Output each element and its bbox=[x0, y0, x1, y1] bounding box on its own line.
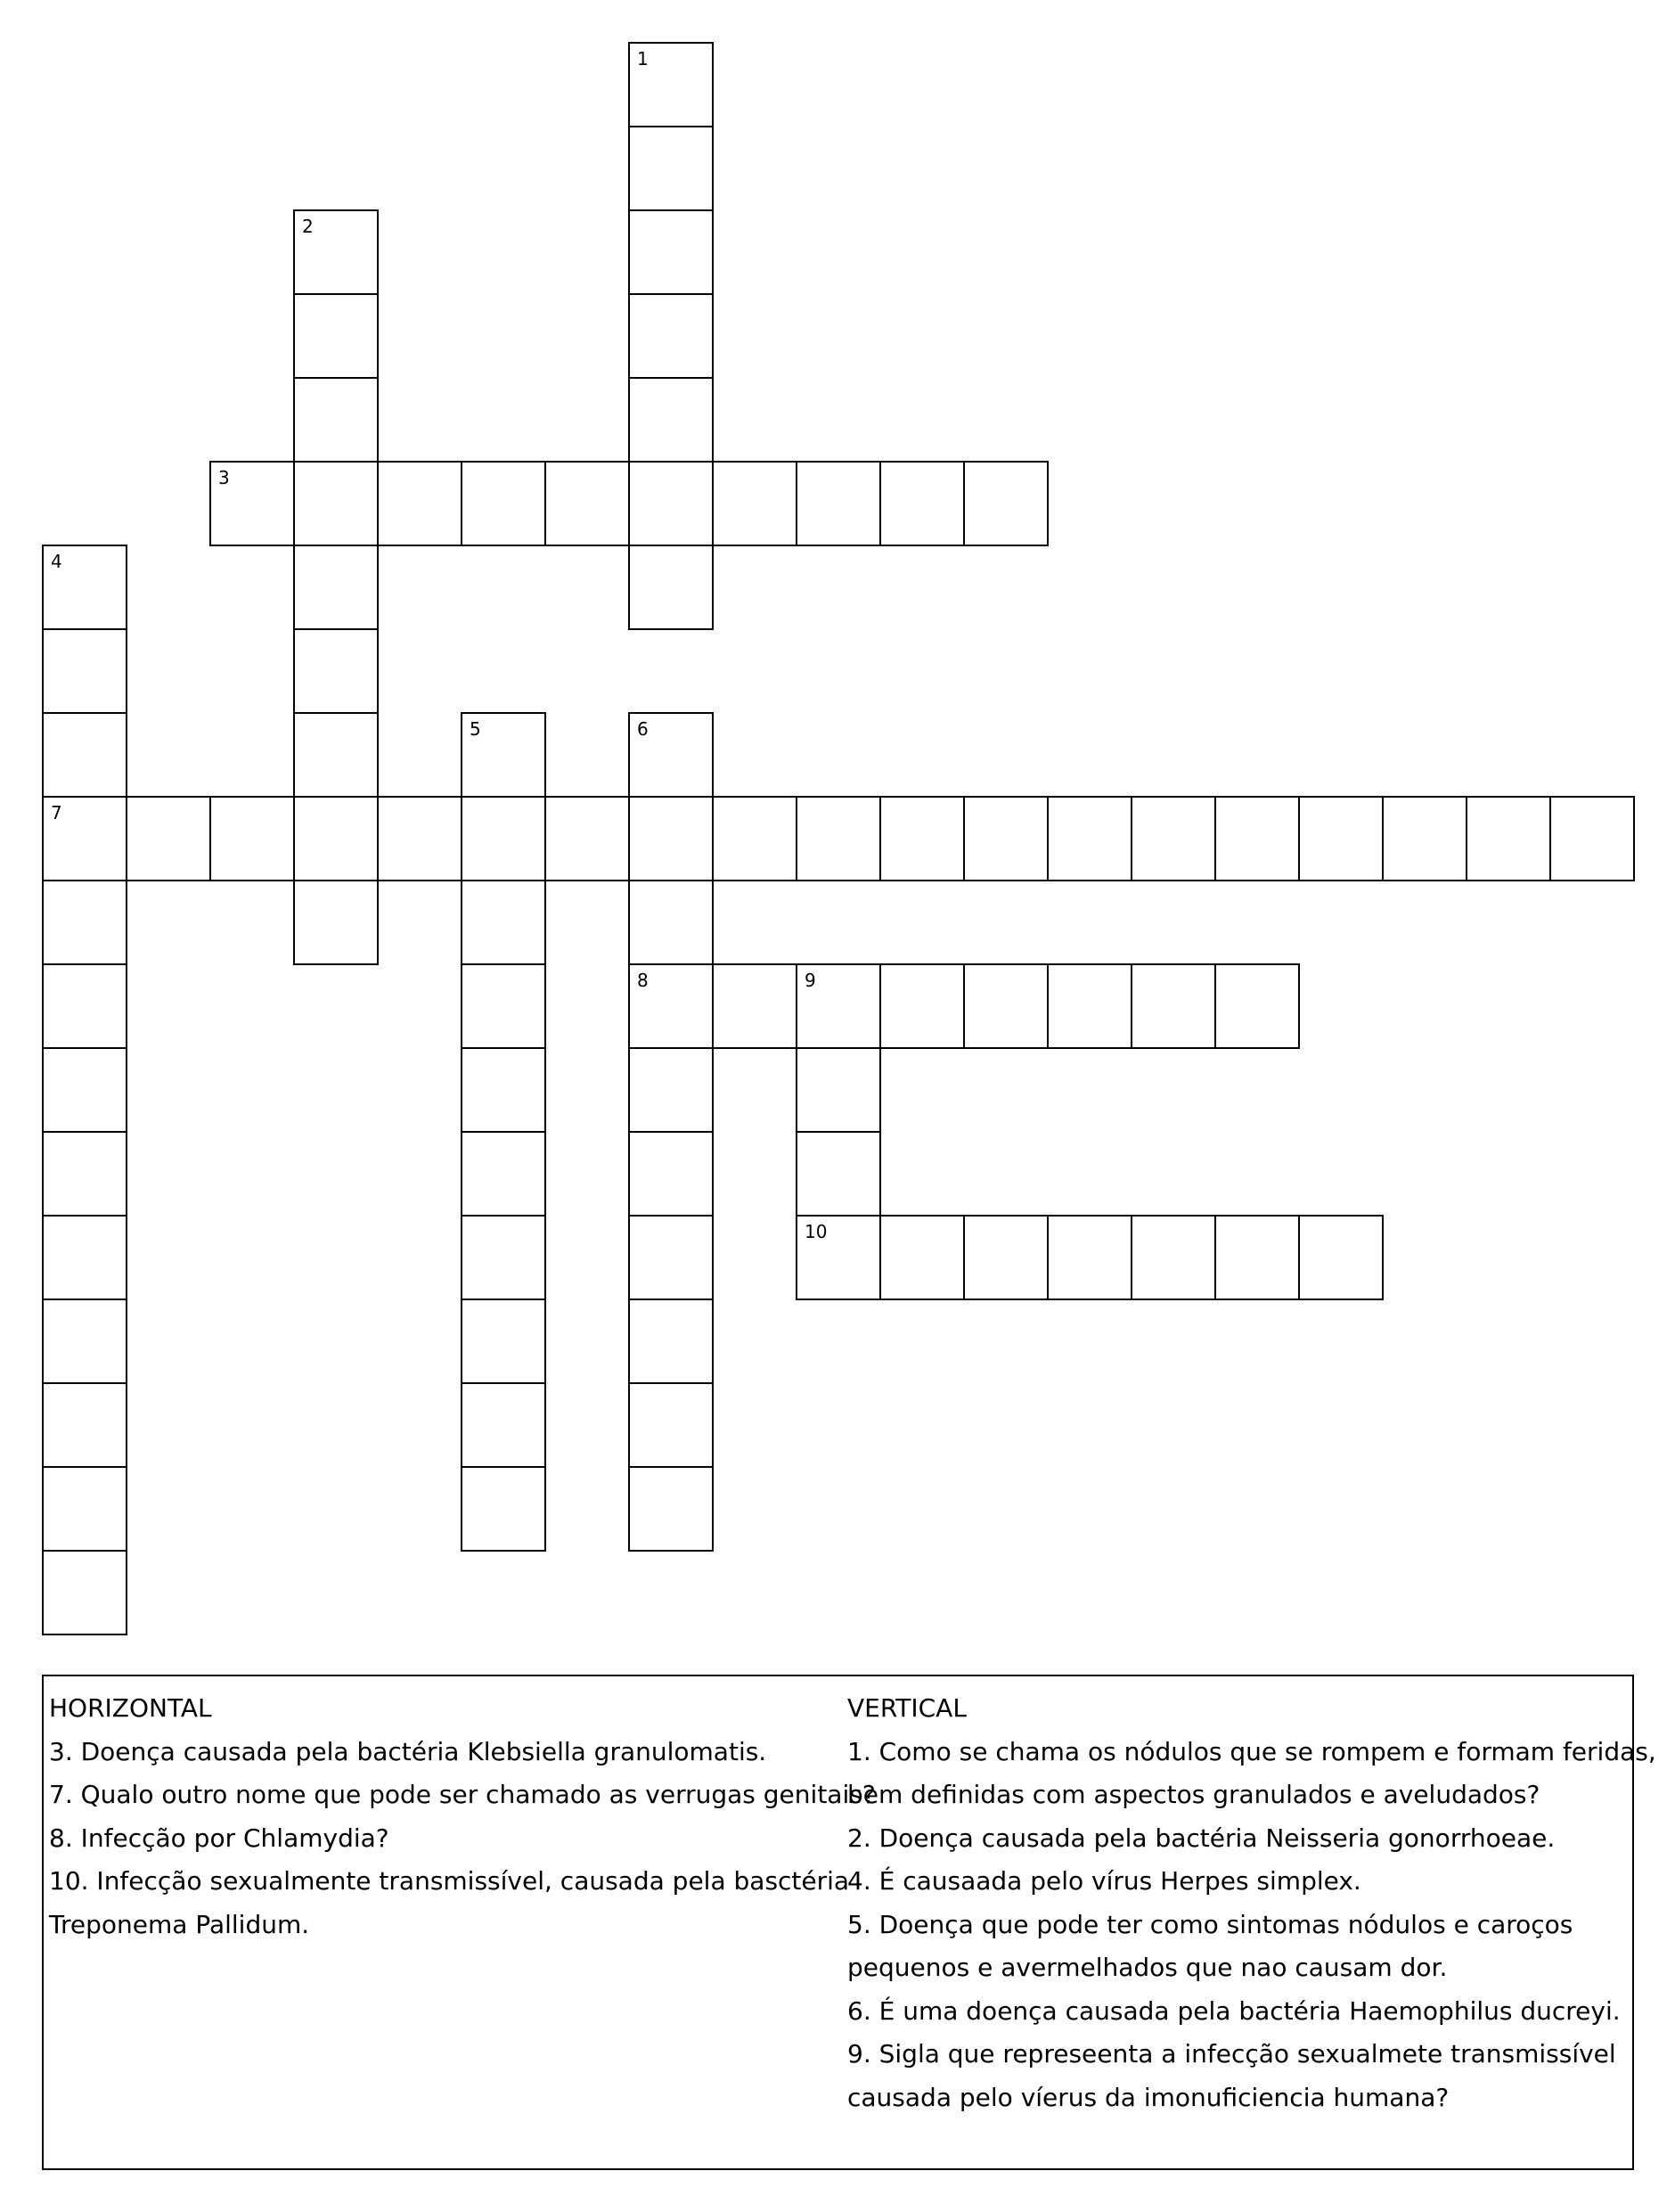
crossword-cell[interactable] bbox=[42, 1047, 127, 1133]
crossword-cell[interactable] bbox=[628, 42, 714, 127]
crossword-cell[interactable] bbox=[293, 628, 379, 714]
crossword-cell[interactable] bbox=[42, 712, 127, 798]
vertical-clue-line: 6. É uma doença causada pela bactéria Haemophilus ducreyi. bbox=[847, 1995, 1621, 2026]
crossword-cell[interactable] bbox=[1214, 1215, 1300, 1300]
crossword-cell[interactable] bbox=[461, 1299, 546, 1384]
crossword-cell[interactable] bbox=[879, 461, 965, 546]
horizontal-clue-line: 3. Doença causada pela bactéria Klebsiella granulomatis. bbox=[49, 1736, 767, 1766]
crossword-cell[interactable] bbox=[461, 1047, 546, 1133]
crossword-cell[interactable] bbox=[461, 1131, 546, 1217]
horizontal-clue-line: Treponema Pallidum. bbox=[49, 1909, 310, 1939]
vertical-clue-line: 4. É causaada pelo vírus Herpes simplex. bbox=[847, 1866, 1361, 1896]
crossword-cell[interactable] bbox=[1298, 1215, 1384, 1300]
crossword-cell[interactable] bbox=[293, 209, 379, 295]
vertical-clue-line: causada pelo víerus da imonuficiencia humana? bbox=[847, 2082, 1450, 2112]
crossword-cell[interactable] bbox=[42, 963, 127, 1049]
crossword-cell[interactable] bbox=[712, 796, 797, 881]
crossword-cell[interactable] bbox=[293, 545, 379, 630]
crossword-cell[interactable] bbox=[293, 377, 379, 463]
crossword-cell[interactable] bbox=[377, 796, 462, 881]
crossword-cell[interactable] bbox=[126, 796, 211, 881]
crossword-cell[interactable] bbox=[796, 1047, 881, 1133]
crossword-cell[interactable] bbox=[879, 796, 965, 881]
crossword-cell[interactable] bbox=[1131, 963, 1216, 1049]
clue-number: 9 bbox=[805, 970, 816, 991]
crossword-cell[interactable] bbox=[963, 1215, 1049, 1300]
crossword-cell[interactable] bbox=[879, 1215, 965, 1300]
horizontal-clue-line: 10. Infecção sexualmente transmissível, causada pela basctéria bbox=[49, 1866, 850, 1896]
crossword-cell[interactable] bbox=[628, 1466, 714, 1552]
crossword-cell[interactable] bbox=[963, 963, 1049, 1049]
crossword-cell[interactable] bbox=[628, 796, 714, 881]
crossword-cell[interactable] bbox=[1466, 796, 1551, 881]
crossword-cell[interactable] bbox=[461, 461, 546, 546]
crossword-cell[interactable] bbox=[1214, 796, 1300, 881]
crossword-cell[interactable] bbox=[1298, 796, 1384, 881]
crossword-cell[interactable] bbox=[42, 628, 127, 714]
crossword-cell[interactable] bbox=[293, 293, 379, 379]
clue-number: 10 bbox=[805, 1221, 828, 1242]
crossword-cell[interactable] bbox=[712, 461, 797, 546]
clue-number: 1 bbox=[637, 48, 649, 70]
clue-number: 6 bbox=[637, 718, 649, 740]
crossword-cell[interactable] bbox=[796, 796, 881, 881]
vertical-clues bbox=[847, 1687, 1656, 2119]
clue-number: 4 bbox=[51, 551, 62, 572]
crossword-cell[interactable] bbox=[544, 796, 630, 881]
crossword-cell[interactable] bbox=[1131, 1215, 1216, 1300]
crossword-cell[interactable] bbox=[628, 377, 714, 463]
crossword-cell[interactable] bbox=[42, 880, 127, 965]
crossword-cell[interactable] bbox=[42, 1382, 127, 1468]
crossword-cell[interactable] bbox=[1047, 1215, 1132, 1300]
crossword-cell[interactable] bbox=[544, 461, 630, 546]
crossword-cell[interactable] bbox=[628, 1215, 714, 1300]
crossword-cell[interactable] bbox=[963, 461, 1049, 546]
horizontal-clue-line: 8. Infecção por Chlamydia? bbox=[49, 1823, 389, 1853]
clue-number: 8 bbox=[637, 970, 649, 991]
vertical-clue-line: pequenos e avermelhados que nao causam dor. bbox=[847, 1953, 1448, 1982]
vertical-heading: VERTICAL bbox=[847, 1693, 967, 1723]
clue-box bbox=[42, 1675, 1656, 2170]
crossword-cell[interactable] bbox=[796, 1215, 881, 1300]
clue-number: 2 bbox=[302, 216, 314, 237]
crossword-cell[interactable] bbox=[1382, 796, 1467, 881]
crossword-cell[interactable] bbox=[628, 1047, 714, 1133]
crossword-cell[interactable] bbox=[377, 461, 462, 546]
crossword-cell[interactable] bbox=[628, 963, 714, 1049]
crossword-cell[interactable] bbox=[293, 461, 379, 546]
horizontal-clues bbox=[49, 1687, 876, 1946]
crossword-cell[interactable] bbox=[293, 880, 379, 965]
crossword-cell[interactable] bbox=[209, 796, 295, 881]
crossword-cell[interactable] bbox=[796, 1131, 881, 1217]
clue-number: 3 bbox=[218, 467, 230, 488]
crossword-cell[interactable] bbox=[461, 880, 546, 965]
vertical-clue-line: 1. Como se chama os nódulos que se rompem e formam feridas, bbox=[847, 1736, 1656, 1766]
crossword-cell[interactable] bbox=[628, 461, 714, 546]
clue-number: 7 bbox=[51, 802, 62, 823]
vertical-clue-line: bem definidas com aspectos granulados e aveludados? bbox=[847, 1780, 1540, 1809]
crossword-cell[interactable] bbox=[628, 126, 714, 211]
crossword-cell[interactable] bbox=[42, 1215, 127, 1300]
vertical-clue-line: 5. Doença que pode ter como sintomas nódulos e caroços bbox=[847, 1909, 1573, 1939]
crossword-cell[interactable] bbox=[461, 1215, 546, 1300]
crossword-cell[interactable] bbox=[796, 461, 881, 546]
crossword-cell[interactable] bbox=[42, 1131, 127, 1217]
crossword-cell[interactable] bbox=[461, 1382, 546, 1468]
crossword-cell[interactable] bbox=[42, 1299, 127, 1384]
crossword-cell[interactable] bbox=[628, 293, 714, 379]
crossword-cell[interactable] bbox=[712, 963, 797, 1049]
horizontal-clue-line: 7. Qualo outro nome que pode ser chamado as verrugas genitais? bbox=[49, 1780, 876, 1809]
crossword-cell[interactable] bbox=[1047, 796, 1132, 881]
crossword-cell[interactable] bbox=[628, 1299, 714, 1384]
crossword-cell[interactable] bbox=[628, 1131, 714, 1217]
crossword-cell[interactable] bbox=[42, 1466, 127, 1552]
crossword-cell[interactable] bbox=[461, 796, 546, 881]
crossword-cell[interactable] bbox=[293, 712, 379, 798]
crossword-cell[interactable] bbox=[628, 209, 714, 295]
crossword-cell[interactable] bbox=[1214, 963, 1300, 1049]
crossword-cell[interactable] bbox=[42, 545, 127, 630]
crossword-cell[interactable] bbox=[628, 880, 714, 965]
crossword-cell[interactable] bbox=[42, 1550, 127, 1635]
crossword-cell[interactable] bbox=[293, 796, 379, 881]
clue-number: 5 bbox=[470, 718, 481, 740]
crossword-cell[interactable] bbox=[879, 963, 965, 1049]
vertical-clue-line: 9. Sigla que represeenta a infecção sexualmete transmissível bbox=[847, 2039, 1616, 2069]
vertical-clue-line: 2. Doença causada pela bactéria Neisseria gonorrhoeae. bbox=[847, 1823, 1556, 1853]
crossword-cell[interactable] bbox=[1549, 796, 1635, 881]
crossword-cell[interactable] bbox=[42, 796, 127, 881]
crossword-cell[interactable] bbox=[1047, 963, 1132, 1049]
crossword-cell[interactable] bbox=[628, 712, 714, 798]
crossword-cell[interactable] bbox=[461, 712, 546, 798]
crossword-cell[interactable] bbox=[963, 796, 1049, 881]
crossword-cell[interactable] bbox=[461, 963, 546, 1049]
crossword-cell[interactable] bbox=[628, 1382, 714, 1468]
crossword-cell[interactable] bbox=[209, 461, 295, 546]
crossword-cell[interactable] bbox=[628, 545, 714, 630]
crossword-cell[interactable] bbox=[796, 963, 881, 1049]
crossword-cell[interactable] bbox=[1131, 796, 1216, 881]
horizontal-heading: HORIZONTAL bbox=[49, 1693, 212, 1723]
crossword-cell[interactable] bbox=[461, 1466, 546, 1552]
